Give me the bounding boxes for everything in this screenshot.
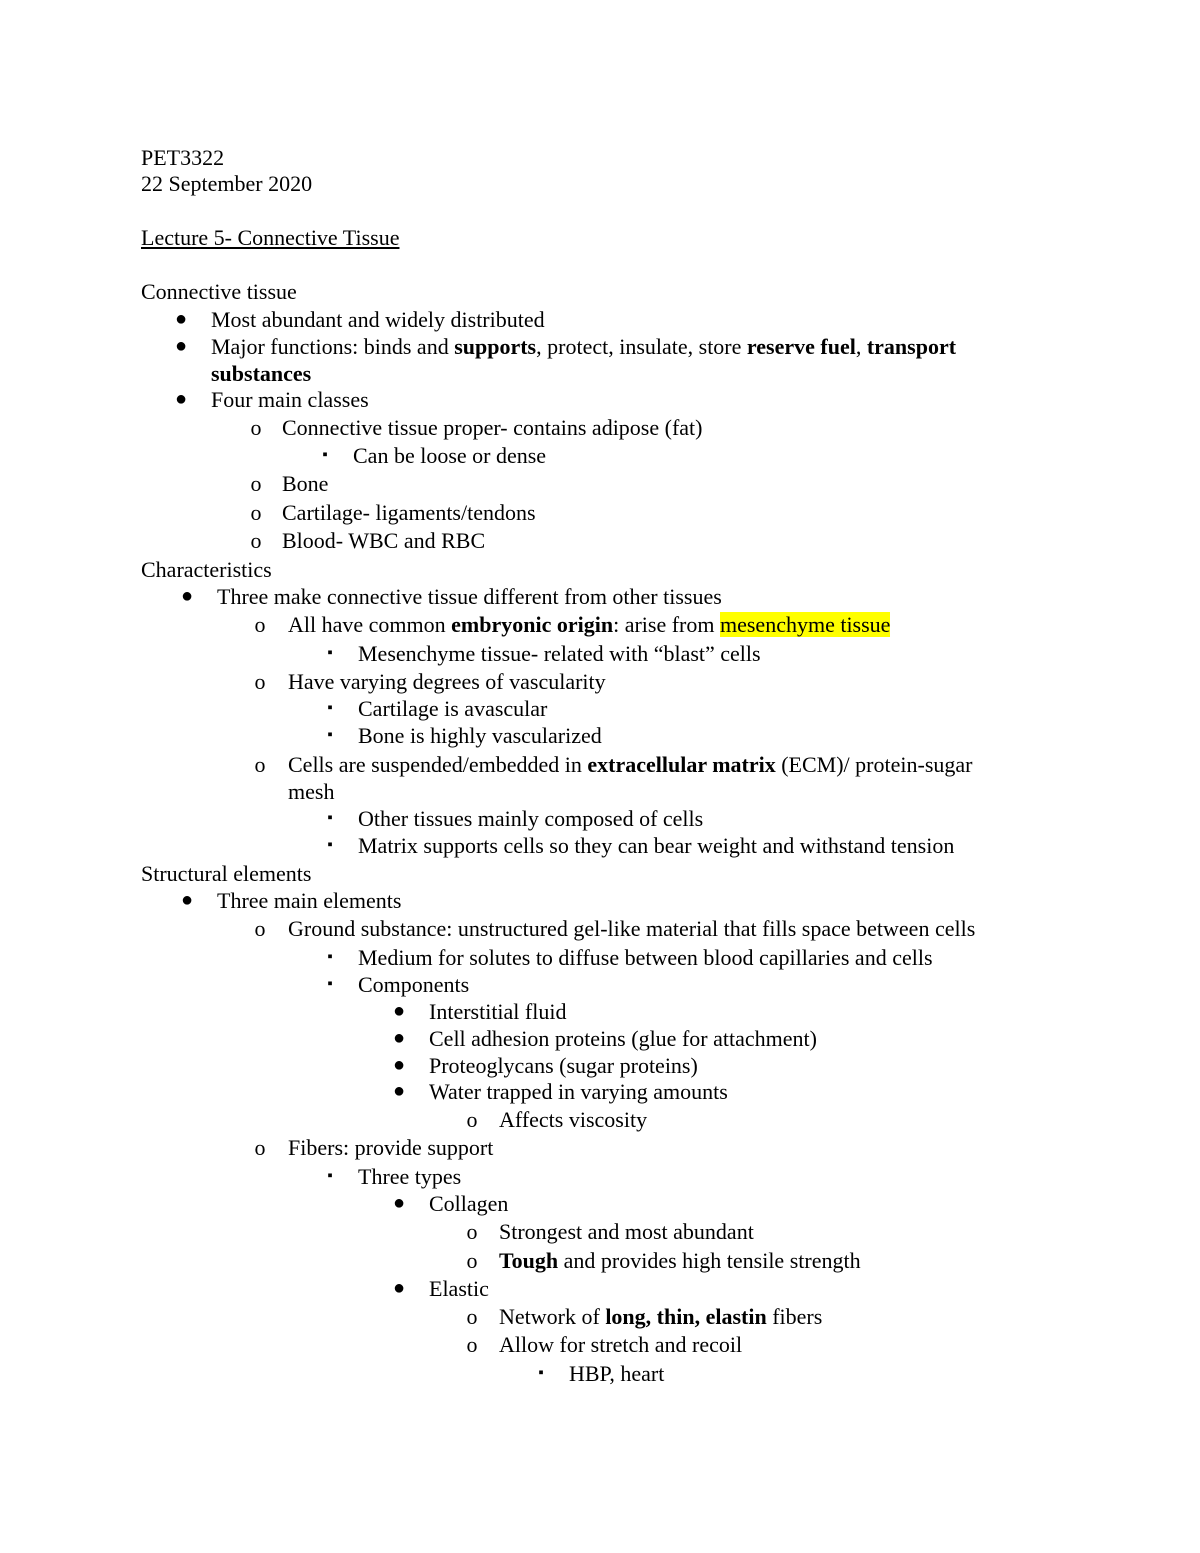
list-item: Ground substance: unstructured gel-like material that fills space between cells — [288, 916, 976, 941]
bullet-marker: ● — [392, 1277, 406, 1299]
circle-marker: o — [254, 669, 266, 694]
list-item: Four main classes — [211, 387, 369, 412]
course-code: PET3322 — [141, 145, 225, 170]
bullet-marker: ● — [392, 1027, 406, 1049]
circle-marker: o — [250, 528, 262, 553]
bullet-marker: ● — [392, 1054, 406, 1076]
text-run: and provides high tensile strength — [558, 1248, 861, 1273]
circle-marker: o — [466, 1304, 478, 1329]
square-marker: ▪ — [322, 447, 328, 463]
list-item: Medium for solutes to diffuse between blood capillaries and cells — [358, 945, 933, 970]
text-run: (ECM)/ protein-sugar — [775, 752, 973, 777]
text-run: All have common — [288, 612, 452, 637]
list-item — [211, 333, 956, 360]
list-item-continuation: mesh — [288, 779, 335, 804]
bold-text: Tough — [499, 1248, 559, 1273]
lecture-date: 22 September 2020 — [141, 171, 313, 196]
circle-marker: o — [250, 500, 262, 525]
list-item: Cartilage is avascular — [358, 696, 548, 721]
bullet-marker: ● — [174, 335, 188, 357]
list-item: HBP, heart — [569, 1361, 665, 1386]
text-run: Cells are suspended/embedded in — [288, 752, 588, 777]
circle-marker: o — [250, 415, 262, 440]
bold-text: substances — [211, 361, 312, 386]
square-marker: ▪ — [327, 700, 333, 716]
list-item: Three main elements — [217, 888, 402, 913]
list-item: Fibers: provide support — [288, 1135, 494, 1160]
list-item: Other tissues mainly composed of cells — [358, 806, 704, 831]
square-marker: ▪ — [327, 645, 333, 661]
list-item — [288, 611, 890, 638]
list-item — [288, 751, 972, 778]
list-item: Affects viscosity — [499, 1107, 648, 1132]
section-heading-characteristics: Characteristics — [141, 557, 272, 582]
square-marker: ▪ — [327, 837, 333, 853]
list-item: Connective tissue proper- contains adipose (fat) — [282, 415, 703, 440]
bold-text: extracellular matrix — [587, 752, 776, 777]
circle-marker: o — [466, 1248, 478, 1273]
list-item: Components — [358, 972, 470, 997]
square-marker: ▪ — [327, 810, 333, 826]
list-item: Allow for stretch and recoil — [499, 1332, 743, 1357]
square-marker: ▪ — [327, 949, 333, 965]
text-run: , — [855, 334, 867, 359]
list-item: Mesenchyme tissue- related with “blast” cells — [358, 641, 761, 666]
square-marker: ▪ — [327, 727, 333, 743]
circle-marker: o — [254, 1135, 266, 1160]
lecture-title — [141, 224, 399, 251]
list-item — [499, 1247, 861, 1274]
list-item: Interstitial fluid — [429, 999, 567, 1024]
circle-marker: o — [254, 752, 266, 777]
bold-text: reserve fuel — [746, 334, 856, 359]
list-item: Strongest and most abundant — [499, 1219, 754, 1244]
square-marker: ▪ — [538, 1365, 544, 1381]
list-item: Water trapped in varying amounts — [429, 1079, 728, 1104]
circle-marker: o — [466, 1332, 478, 1357]
bullet-marker: ● — [180, 889, 194, 911]
bold-text: embryonic origin — [451, 612, 614, 637]
section-heading-connective: Connective tissue — [141, 279, 297, 304]
list-item: Most abundant and widely distributed — [211, 307, 545, 332]
circle-marker: o — [254, 916, 266, 941]
bullet-marker: ● — [392, 1192, 406, 1214]
bullet-marker: ● — [174, 388, 188, 410]
list-item: Can be loose or dense — [353, 443, 547, 468]
list-item: Three types — [358, 1164, 462, 1189]
circle-marker: o — [466, 1219, 478, 1244]
bold-text: long, thin, elastin — [605, 1304, 767, 1329]
circle-marker: o — [250, 471, 262, 496]
square-marker: ▪ — [327, 976, 333, 992]
list-item-continuation — [211, 360, 311, 387]
text-run: , protect, insulate, store — [536, 334, 747, 359]
bold-text: supports — [454, 334, 537, 359]
square-marker: ▪ — [327, 1168, 333, 1184]
bullet-marker: ● — [174, 308, 188, 330]
bullet-marker: ● — [392, 1000, 406, 1022]
bullet-marker: ● — [392, 1080, 406, 1102]
list-item: Cell adhesion proteins (glue for attachment) — [429, 1026, 817, 1051]
list-item: Have varying degrees of vascularity — [288, 669, 606, 694]
list-item: Elastic — [429, 1276, 489, 1301]
circle-marker: o — [254, 612, 266, 637]
highlighted-text: mesenchyme tissue — [719, 612, 891, 637]
list-item: Matrix supports cells so they can bear weight and withstand tension — [358, 833, 955, 858]
list-item: Collagen — [429, 1191, 509, 1216]
lecture-title-text: Lecture 5- Connective Tissue — [141, 225, 400, 250]
list-item: Cartilage- ligaments/tendons — [282, 500, 536, 525]
section-heading-structural: Structural elements — [141, 861, 312, 886]
list-item — [499, 1303, 822, 1330]
text-run: Major functions: binds and — [211, 334, 455, 359]
text-run: Network of — [499, 1304, 606, 1329]
bold-text: transport — [866, 334, 957, 359]
list-item: Bone is highly vascularized — [358, 723, 602, 748]
bullet-marker: ● — [180, 585, 194, 607]
list-item: Three make connective tissue different from other tissues — [217, 584, 722, 609]
list-item: Bone — [282, 471, 329, 496]
list-item: Proteoglycans (sugar proteins) — [429, 1053, 698, 1078]
circle-marker: o — [466, 1107, 478, 1132]
text-run: : arise from — [613, 612, 720, 637]
text-run: fibers — [766, 1304, 823, 1329]
list-item: Blood- WBC and RBC — [282, 528, 486, 553]
